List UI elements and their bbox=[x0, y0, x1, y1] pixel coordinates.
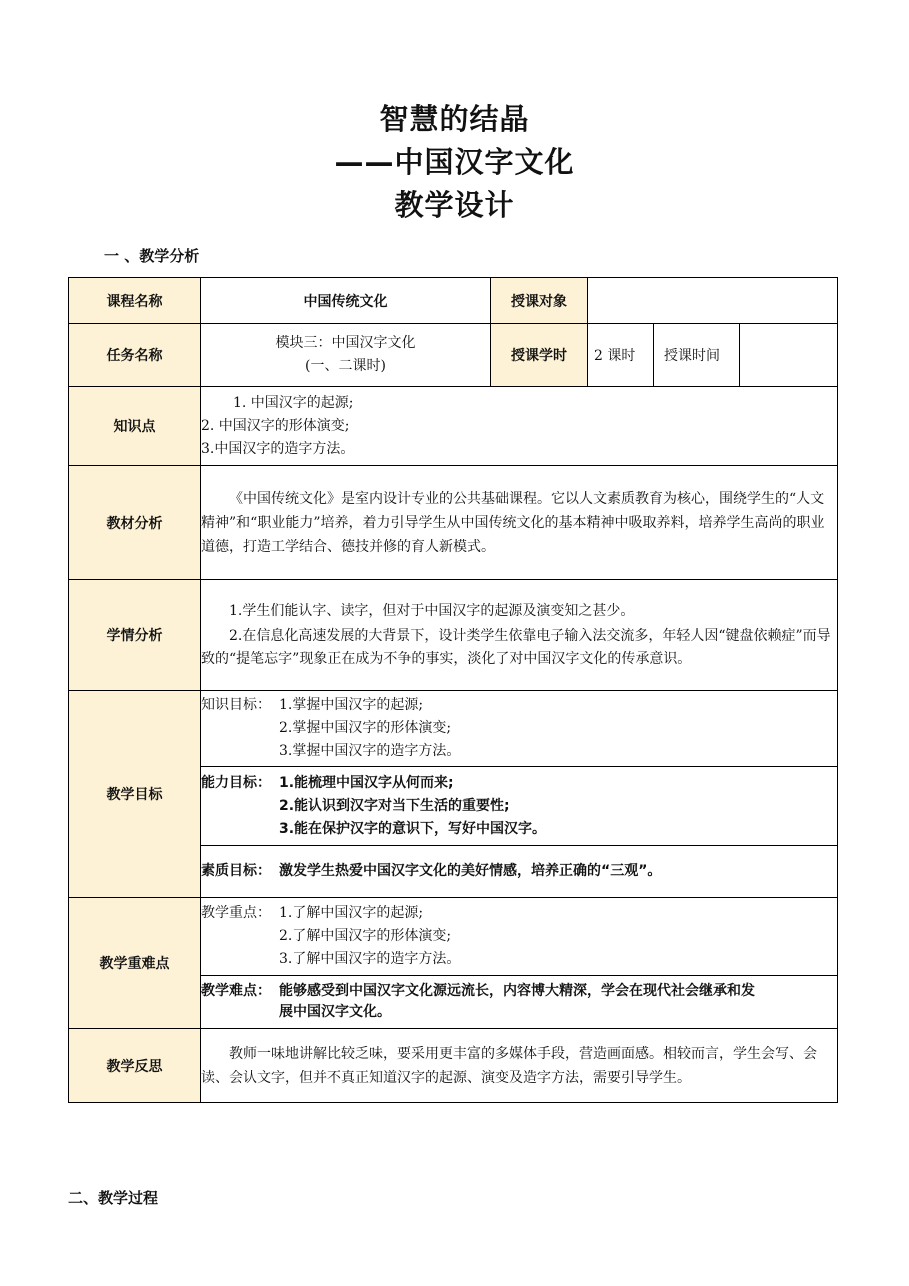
knowledge-item-1: 1. 中国汉字的起源; bbox=[233, 394, 354, 411]
value-class-time bbox=[740, 324, 838, 387]
goal-knowledge-item-3: 3.掌握中国汉字的造字方法。 bbox=[279, 743, 461, 759]
focus-item-1: 1.了解中国汉字的起源; bbox=[279, 905, 424, 921]
value-reflection bbox=[201, 1029, 838, 1103]
value-class-hours: 2 课时 bbox=[588, 324, 654, 387]
value-goals-quality bbox=[201, 846, 838, 898]
goal-ability-label: 能力目标： bbox=[201, 774, 271, 791]
difficulty-text bbox=[279, 981, 755, 1023]
task-name-line-2: (一、二课时) bbox=[305, 358, 386, 374]
label-class-hours: 授课学时 bbox=[491, 324, 588, 387]
knowledge-item-3: 3.中国汉字的造字方法。 bbox=[201, 440, 355, 457]
title-line-2: ——中国汉字文化 bbox=[334, 145, 575, 179]
row-learner bbox=[69, 580, 838, 691]
row-knowledge bbox=[69, 387, 838, 466]
difficulty-line-1: 能够感受到中国汉字文化源远流长，内容博大精深，学会在现代社会继承和发 bbox=[279, 983, 755, 999]
label-audience: 授课对象 bbox=[491, 278, 588, 324]
goal-quality-label: 素质目标： bbox=[201, 863, 271, 879]
value-textbook bbox=[201, 466, 838, 580]
label-reflection: 教学反思 bbox=[69, 1029, 201, 1103]
value-audience bbox=[588, 278, 838, 324]
label-class-time: 授课时间 bbox=[654, 324, 740, 387]
section-heading-process: 二、教学过程 bbox=[68, 1189, 159, 1207]
value-goals-knowledge bbox=[201, 691, 838, 767]
focus-items bbox=[279, 902, 460, 971]
title-line-1: 智慧的结晶 bbox=[379, 102, 530, 136]
label-knowledge: 知识点 bbox=[69, 387, 201, 466]
goal-quality-block bbox=[201, 860, 837, 883]
focus-item-2: 2.了解中国汉字的形体演变; bbox=[279, 928, 452, 944]
focus-block bbox=[201, 902, 837, 971]
value-task-name bbox=[201, 324, 491, 387]
label-key-points: 教学重难点 bbox=[69, 898, 201, 1029]
textbook-paragraph: 《中国传统文化》是室内设计专业的公共基础课程。它以人文素质教育为核心，围绕学生的“人文精神”和“职业能力”培养，着力引导学生从中国传统文化的基本精神中吸取养料，培养学生高尚的职业道德，打造工学结合、德技并修的育人新模式。 bbox=[201, 490, 825, 555]
row-textbook bbox=[69, 466, 838, 580]
value-key-difficulty bbox=[201, 976, 838, 1029]
row-course-name bbox=[69, 278, 838, 324]
analysis-table bbox=[68, 277, 838, 1103]
focus-item-3: 3.了解中国汉字的造字方法。 bbox=[279, 951, 461, 967]
learner-paragraph-1: 1.学生们能认字、读字，但对于中国汉字的起源及演变知之甚少。 bbox=[229, 602, 635, 619]
document-title bbox=[0, 98, 909, 227]
value-knowledge bbox=[201, 387, 838, 466]
learner-paragraph-2: 2.在信息化高速发展的大背景下，设计类学生依靠电子输入法交流多，年轻人因“键盘依赖症”而导致的“提笔忘字”现象正在成为不争的事实，淡化了对中国汉字文化的传承意识。 bbox=[201, 627, 831, 667]
value-learner bbox=[201, 580, 838, 691]
goal-ability-block bbox=[201, 772, 837, 841]
label-goals: 教学目标 bbox=[69, 691, 201, 898]
knowledge-item-2: 2. 中国汉字的形体演变; bbox=[201, 417, 350, 434]
goal-knowledge-items bbox=[279, 694, 460, 763]
goal-ability-item-3: 3.能在保护汉字的意识下，写好中国汉字。 bbox=[279, 820, 547, 837]
difficulty-line-2: 展中国汉字文化。 bbox=[279, 1004, 391, 1020]
difficulty-block bbox=[201, 981, 837, 1023]
label-course-name: 课程名称 bbox=[69, 278, 201, 324]
reflection-paragraph: 教师一味地讲解比较乏味，要采用更丰富的多媒体手段，营造画面感。相较而言，学生会写、会读、会认文字，但并不真正知道汉字的起源、演变及造字方法，需要引导学生。 bbox=[201, 1045, 817, 1086]
value-goals-ability bbox=[201, 767, 838, 846]
goal-ability-item-2: 2.能认识到汉字对当下生活的重要性; bbox=[279, 797, 510, 814]
section-heading-analysis: 一 、教学分析 bbox=[104, 247, 200, 265]
focus-label: 教学重点： bbox=[201, 905, 271, 921]
goal-ability-item-1: 1.能梳理中国汉字从何而来; bbox=[279, 774, 454, 791]
goal-knowledge-item-1: 1.掌握中国汉字的起源; bbox=[279, 697, 424, 713]
row-task-name bbox=[69, 324, 838, 387]
label-learner: 学情分析 bbox=[69, 580, 201, 691]
title-line-3: 教学设计 bbox=[394, 188, 515, 222]
label-textbook: 教材分析 bbox=[69, 466, 201, 580]
row-key-focus bbox=[69, 898, 838, 976]
difficulty-label: 教学难点： bbox=[201, 983, 271, 999]
goal-quality-text: 激发学生热爱中国汉字文化的美好情感，培养正确的“三观”。 bbox=[279, 863, 662, 879]
value-key-focus bbox=[201, 898, 838, 976]
goal-ability-items bbox=[279, 772, 546, 841]
task-name-line-1: 模块三：中国汉字文化 bbox=[275, 335, 416, 351]
row-reflection bbox=[69, 1029, 838, 1103]
goal-knowledge-label: 知识目标： bbox=[201, 697, 271, 713]
row-goals-knowledge bbox=[69, 691, 838, 767]
value-course-name: 中国传统文化 bbox=[201, 278, 491, 324]
goal-knowledge-block bbox=[201, 694, 837, 763]
goal-knowledge-item-2: 2.掌握中国汉字的形体演变; bbox=[279, 720, 452, 736]
label-task-name: 任务名称 bbox=[69, 324, 201, 387]
